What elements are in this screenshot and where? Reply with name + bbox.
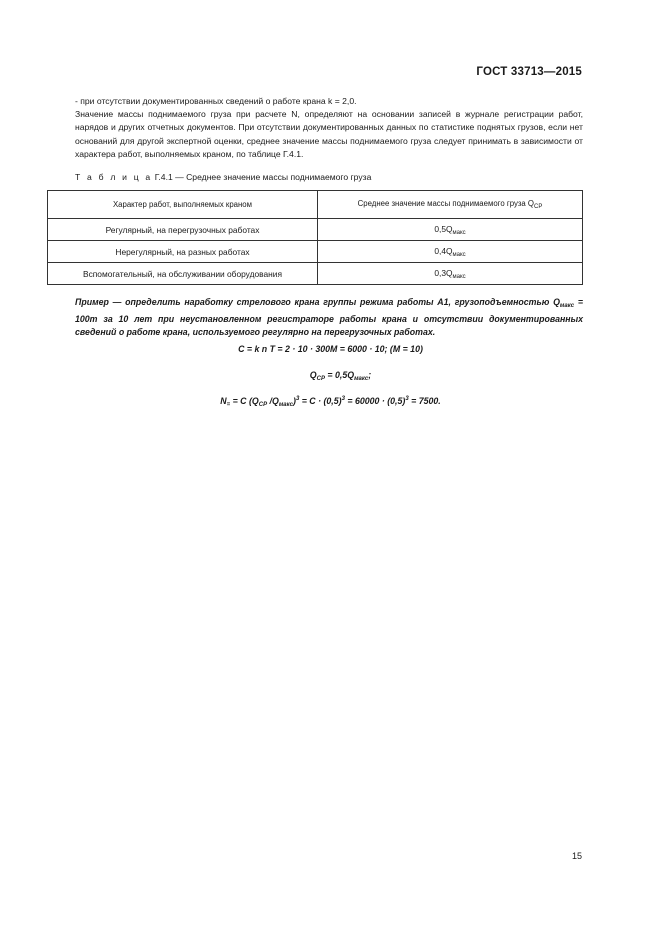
formula-n-b: = C (Q: [230, 396, 259, 406]
table-caption-text: Г.4.1 — Среднее значение массы поднимаемого груза: [152, 172, 372, 182]
formula-n-g: = 7500.: [408, 396, 441, 406]
table-caption: [75, 172, 371, 182]
example-part1: определить наработку стрелового крана группы режима работы А1, грузоподъемностью Q: [125, 297, 560, 307]
example-sub: макс: [559, 303, 575, 309]
cell-mass-value: 0,3Q: [434, 267, 453, 278]
cell-work-type: Нерегулярный, на разных работах: [48, 241, 318, 263]
formula-qcp: [10, 370, 661, 382]
cell-mass-sub: макс: [452, 273, 466, 280]
cell-mass-value: 0,5Q: [434, 223, 453, 234]
formula-n-sup1: 3: [295, 396, 300, 402]
cell-mass-sub: макс: [452, 229, 466, 236]
header-mean-mass: [318, 191, 583, 219]
formula-n-c: /Q: [267, 396, 279, 406]
document-header: ГОСТ 33713—2015: [476, 66, 582, 78]
formula-n-sup3: 3: [405, 396, 409, 402]
cell-mass-sub: макс: [452, 251, 466, 258]
header-mean-mass-text: Среднее значение массы поднимаемого груза Q: [357, 199, 534, 208]
table-row: [48, 241, 583, 263]
formula-n-e: = C · (0,5): [299, 396, 342, 406]
table-row: [48, 219, 583, 241]
bullet-line: - при отсутствии документированных сведений о работе крана k = 2,0.: [75, 96, 357, 106]
formula-qcp-c: ;: [368, 370, 372, 380]
example-paragraph: [75, 296, 583, 340]
header-work-type: Характер работ, выполняемых краном: [48, 191, 318, 219]
cell-work-type: Вспомогательный, на обслуживании оборудования: [48, 263, 318, 285]
formula-n-sub1: CP: [258, 402, 268, 408]
header-mean-mass-sub: СР: [534, 204, 543, 210]
page-number: 15: [571, 851, 582, 861]
formula-n-a: N: [220, 396, 227, 406]
formula-qcp-sub2: макс: [354, 376, 369, 382]
formula-n-d: ): [293, 396, 296, 406]
formula-n-sup2: 3: [341, 396, 345, 402]
table-row: [48, 263, 583, 285]
example-lead: Пример —: [75, 297, 126, 307]
formula-qcp-sub1: CP: [316, 376, 325, 382]
example-part2: = 100т за 10 лет при неустановленном регистраторе работы крана и отсутствии документированных сведений о работе крана, используемого регулярно на перегрузочных работах.: [75, 297, 583, 338]
formula-n-sub0: =: [226, 402, 231, 408]
formula-c: C = k n T = 2 · 10 · 300M = 6000 · 10; (M = 10): [238, 344, 423, 354]
table-header-row: [48, 191, 583, 219]
formula-n-sub2: макс: [278, 402, 293, 408]
mass-table: [47, 190, 583, 285]
table-caption-prefix: Т а б л и ц а: [75, 172, 153, 182]
cell-work-type: Регулярный, на перегрузочных работах: [48, 219, 318, 241]
cell-mass: [318, 241, 583, 263]
formula-n: [0, 396, 661, 408]
cell-mass-value: 0,4Q: [434, 245, 453, 256]
cell-mass: [318, 219, 583, 241]
paragraph-mass-value: Значение массы поднимаемого груза при расчете N, определяют на основании записей в журнале регистрации работ, нарядов и других отчетных документов. При отсутствии документированных данных по статистике поднятых грузов, если нет оснований для другой экспертной оценки, среднее значение массы поднимаемого груза следует принимать в зависимости от характера работ, выполняемых краном, по таблице Г.4.1.: [75, 109, 583, 159]
formula-n-f: = 60000 · (0,5): [344, 396, 406, 406]
cell-mass: [318, 263, 583, 285]
formula-qcp-a: Q: [309, 370, 317, 380]
formula-qcp-b: = 0,5Q: [324, 370, 355, 380]
